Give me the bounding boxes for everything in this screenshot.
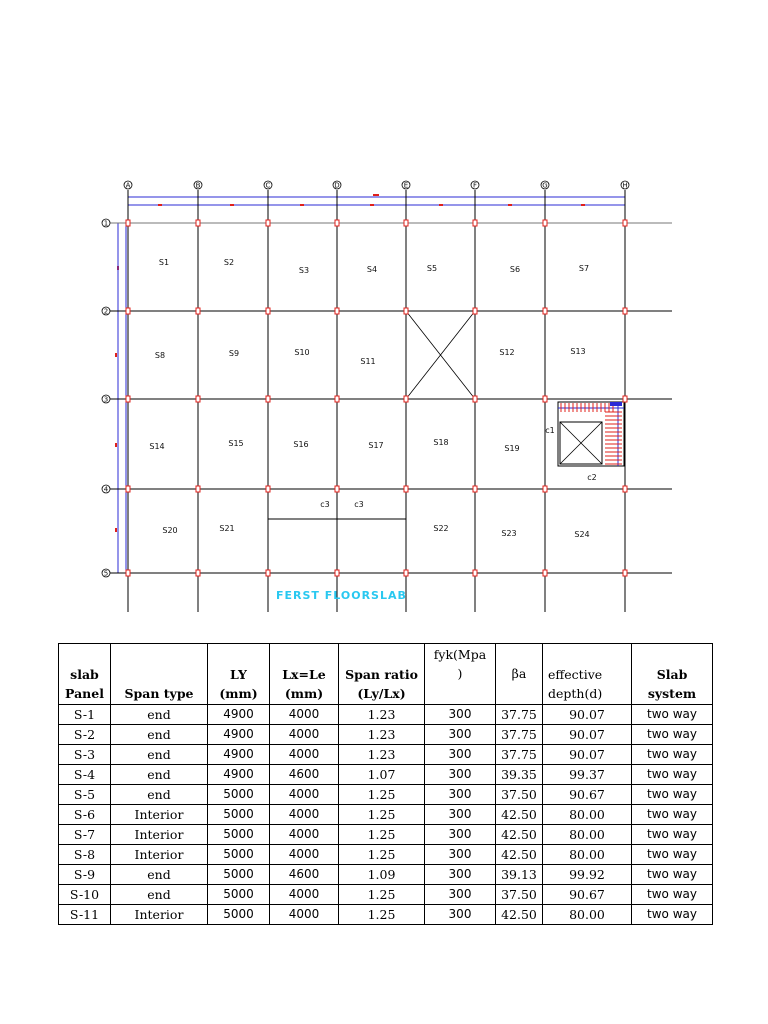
cell-panel: S-10	[59, 885, 111, 905]
svg-text:A: A	[125, 181, 131, 190]
cell-beta: 39.13	[496, 865, 543, 885]
cell-type: Interior	[111, 825, 208, 845]
cell-d: 80.00	[543, 905, 632, 925]
column-node	[543, 486, 547, 492]
axis-bubble-h	[621, 181, 629, 190]
column-node	[335, 396, 339, 402]
cell-ratio: 1.23	[339, 725, 425, 745]
svg-text:4: 4	[103, 485, 109, 494]
cell-ly: 5000	[208, 805, 270, 825]
cell-d: 90.67	[543, 885, 632, 905]
slab-label-s8: S8	[154, 351, 166, 360]
column-node	[623, 396, 627, 402]
cell-beta: 37.75	[496, 725, 543, 745]
cell-beta: 37.75	[496, 745, 543, 765]
cell-lx: 4600	[270, 765, 339, 785]
col-span-type: Span type	[111, 644, 208, 705]
col-slab-panel: slab Panel	[59, 644, 111, 705]
slab-label-s22: S22	[433, 524, 449, 533]
cell-fyk: 300	[425, 865, 496, 885]
slab-label-s2: S2	[223, 258, 235, 267]
column-node	[335, 220, 339, 226]
cell-type: end	[111, 725, 208, 745]
cell-system: two way	[632, 765, 713, 785]
cell-ly: 5000	[208, 865, 270, 885]
cell-ly: 5000	[208, 845, 270, 865]
cell-ratio: 1.09	[339, 865, 425, 885]
slab-label-s18: S18	[433, 438, 449, 447]
plan-caption: FERST FLOORSLAB	[276, 589, 407, 602]
cell-panel: S-9	[59, 865, 111, 885]
cell-fyk: 300	[425, 745, 496, 765]
cell-ly: 4900	[208, 745, 270, 765]
svg-text:5: 5	[103, 569, 109, 578]
column-node	[623, 570, 627, 576]
col-ly: LY (mm)	[208, 644, 270, 705]
cell-d: 90.07	[543, 705, 632, 725]
cell-ratio: 1.23	[339, 745, 425, 765]
col-lx: Lx=Le (mm)	[270, 644, 339, 705]
slab-label-s6: S6	[509, 265, 521, 274]
column-node	[404, 486, 408, 492]
svg-text:C: C	[265, 181, 271, 190]
cell-lx: 4000	[270, 845, 339, 865]
cell-d: 99.37	[543, 765, 632, 785]
axis-bubble-3	[102, 395, 110, 404]
cell-lx: 4000	[270, 905, 339, 925]
axis-bubble-d	[333, 181, 341, 190]
cell-system: two way	[632, 905, 713, 925]
cell-panel: S-7	[59, 825, 111, 845]
cell-type: end	[111, 705, 208, 725]
column-node	[404, 308, 408, 314]
cell-beta: 42.50	[496, 845, 543, 865]
cell-fyk: 300	[425, 845, 496, 865]
cell-system: two way	[632, 865, 713, 885]
cell-ly: 5000	[208, 885, 270, 905]
column-node	[196, 308, 200, 314]
cell-beta: 37.50	[496, 885, 543, 905]
cell-panel: S-11	[59, 905, 111, 925]
cell-panel: S-4	[59, 765, 111, 785]
col-effective-depth: effective depth(d)	[543, 644, 632, 705]
axis-bubble-b	[194, 181, 202, 190]
cell-lx: 4000	[270, 705, 339, 725]
slab-label-s23: S23	[501, 529, 517, 538]
cell-panel: S-8	[59, 845, 111, 865]
column-node	[473, 220, 477, 226]
slab-label-s7: S7	[578, 264, 590, 273]
column-node	[623, 308, 627, 314]
slab-label-s11: S11	[360, 357, 376, 366]
cell-system: two way	[632, 785, 713, 805]
slab-label-s20: S20	[162, 526, 178, 535]
table-row	[59, 905, 713, 925]
cell-ly: 4900	[208, 725, 270, 745]
col-beta: βa	[496, 644, 543, 705]
column-node	[623, 486, 627, 492]
note-label-c1: c1	[545, 426, 555, 435]
column-node	[543, 308, 547, 314]
slab-label-s14: S14	[149, 442, 165, 451]
cell-d: 90.07	[543, 725, 632, 745]
cell-d: 99.92	[543, 865, 632, 885]
col-slab-system: Slab system	[632, 644, 713, 705]
slab-label-s19: S19	[504, 444, 520, 453]
cell-ratio: 1.25	[339, 785, 425, 805]
cell-system: two way	[632, 885, 713, 905]
column-node	[266, 396, 270, 402]
axis-bubble-2	[102, 307, 110, 316]
cell-fyk: 300	[425, 805, 496, 825]
table-header-row	[59, 644, 713, 705]
cell-beta: 39.35	[496, 765, 543, 785]
svg-text:F: F	[472, 181, 478, 190]
cell-beta: 42.50	[496, 825, 543, 845]
column-node	[196, 570, 200, 576]
slab-table	[58, 643, 713, 925]
slab-label-s16: S16	[293, 440, 309, 449]
svg-text:3: 3	[103, 395, 109, 404]
cell-ly: 4900	[208, 705, 270, 725]
note-label-c2: c2	[587, 473, 597, 482]
slab-label-s1: S1	[158, 258, 170, 267]
slab-label-s12: S12	[499, 348, 515, 357]
column-node	[196, 486, 200, 492]
svg-text:E: E	[403, 181, 409, 190]
column-node	[266, 308, 270, 314]
cell-ratio: 1.25	[339, 805, 425, 825]
axis-bubble-f	[471, 181, 479, 190]
column-node	[335, 486, 339, 492]
cell-fyk: 300	[425, 785, 496, 805]
column-node	[266, 486, 270, 492]
slab-label-s9: S9	[228, 349, 240, 358]
column-node	[473, 308, 477, 314]
slab-label-s24: S24	[574, 530, 590, 539]
slab-label-s15: S15	[228, 439, 244, 448]
column-node	[623, 220, 627, 226]
cell-ly: 5000	[208, 905, 270, 925]
axis-bubble-g	[541, 181, 549, 190]
svg-text:1: 1	[103, 219, 109, 228]
table-row	[59, 865, 713, 885]
table-row	[59, 805, 713, 825]
column-node	[473, 396, 477, 402]
column-node	[126, 396, 130, 402]
cell-beta: 37.50	[496, 785, 543, 805]
column-node	[404, 220, 408, 226]
cell-lx: 4000	[270, 745, 339, 765]
slab-label-s21: S21	[219, 524, 235, 533]
column-node	[126, 308, 130, 314]
cell-system: two way	[632, 825, 713, 845]
cell-fyk: 300	[425, 885, 496, 905]
cell-type: Interior	[111, 905, 208, 925]
cell-lx: 4000	[270, 785, 339, 805]
cell-system: two way	[632, 805, 713, 825]
slab-label-s10: S10	[294, 348, 310, 357]
column-node	[126, 486, 130, 492]
cell-type: end	[111, 765, 208, 785]
column-node	[473, 486, 477, 492]
cell-ratio: 1.07	[339, 765, 425, 785]
axis-bubble-1	[102, 219, 110, 228]
column-node	[543, 570, 547, 576]
cell-system: two way	[632, 745, 713, 765]
slab-label-s4: S4	[366, 265, 378, 274]
table-row	[59, 845, 713, 865]
table-row	[59, 825, 713, 845]
svg-text:G: G	[542, 181, 548, 190]
column-node	[404, 396, 408, 402]
cell-type: Interior	[111, 805, 208, 825]
stair-detail	[558, 402, 624, 466]
cell-system: two way	[632, 845, 713, 865]
svg-text:D: D	[334, 181, 340, 190]
column-node	[196, 220, 200, 226]
cell-fyk: 300	[425, 705, 496, 725]
column-node	[266, 570, 270, 576]
cell-panel: S-6	[59, 805, 111, 825]
cell-type: end	[111, 785, 208, 805]
cell-type: end	[111, 745, 208, 765]
cell-ratio: 1.25	[339, 825, 425, 845]
table-row	[59, 725, 713, 745]
column-node	[404, 570, 408, 576]
table-row	[59, 705, 713, 725]
cell-beta: 42.50	[496, 905, 543, 925]
axis-bubble-4	[102, 485, 110, 494]
cell-fyk: 300	[425, 905, 496, 925]
svg-text:2: 2	[103, 307, 109, 316]
col-span-ratio: Span ratio (Ly/Lx)	[339, 644, 425, 705]
table-row	[59, 765, 713, 785]
cell-fyk: 300	[425, 725, 496, 745]
cell-ratio: 1.23	[339, 705, 425, 725]
cell-ly: 5000	[208, 785, 270, 805]
col-fyk: fyk(Mpa )	[425, 644, 496, 705]
table-row	[59, 885, 713, 905]
cell-beta: 42.50	[496, 805, 543, 825]
slab-label-s3: S3	[298, 266, 310, 275]
cell-d: 90.07	[543, 745, 632, 765]
svg-text:B: B	[195, 181, 201, 190]
axis-bubble-c	[264, 181, 272, 190]
column-node	[335, 308, 339, 314]
cell-d: 80.00	[543, 805, 632, 825]
cell-panel: S-3	[59, 745, 111, 765]
column-node	[126, 570, 130, 576]
cell-type: end	[111, 885, 208, 905]
cell-panel: S-1	[59, 705, 111, 725]
cell-system: two way	[632, 705, 713, 725]
slab-label-s17: S17	[368, 441, 384, 450]
cell-ly: 5000	[208, 825, 270, 845]
column-node	[196, 396, 200, 402]
cell-ratio: 1.25	[339, 885, 425, 905]
cell-panel: S-2	[59, 725, 111, 745]
cell-panel: S-5	[59, 785, 111, 805]
cell-fyk: 300	[425, 825, 496, 845]
axis-bubble-5	[102, 569, 110, 578]
table-row	[59, 785, 713, 805]
column-node	[335, 570, 339, 576]
cell-type: end	[111, 865, 208, 885]
slab-label-s13: S13	[570, 347, 586, 356]
column-node	[473, 570, 477, 576]
table-row	[59, 745, 713, 765]
column-node	[543, 220, 547, 226]
cell-fyk: 300	[425, 765, 496, 785]
column-node	[266, 220, 270, 226]
svg-text:H: H	[622, 181, 628, 190]
cell-ratio: 1.25	[339, 905, 425, 925]
column-node	[126, 220, 130, 226]
axis-bubble-e	[402, 181, 410, 190]
cell-lx: 4600	[270, 865, 339, 885]
note-label-c3b: c3	[354, 500, 364, 509]
cell-type: Interior	[111, 845, 208, 865]
note-label-c3a: c3	[320, 500, 330, 509]
cell-lx: 4000	[270, 885, 339, 905]
cell-lx: 4000	[270, 825, 339, 845]
axis-bubble-a	[124, 181, 132, 190]
slab-label-s5: S5	[426, 264, 438, 273]
cell-system: two way	[632, 725, 713, 745]
cell-d: 80.00	[543, 825, 632, 845]
cell-d: 90.67	[543, 785, 632, 805]
cell-beta: 37.75	[496, 705, 543, 725]
cell-lx: 4000	[270, 805, 339, 825]
cell-ratio: 1.25	[339, 845, 425, 865]
column-node	[543, 396, 547, 402]
cell-lx: 4000	[270, 725, 339, 745]
cell-ly: 4900	[208, 765, 270, 785]
cell-d: 80.00	[543, 845, 632, 865]
